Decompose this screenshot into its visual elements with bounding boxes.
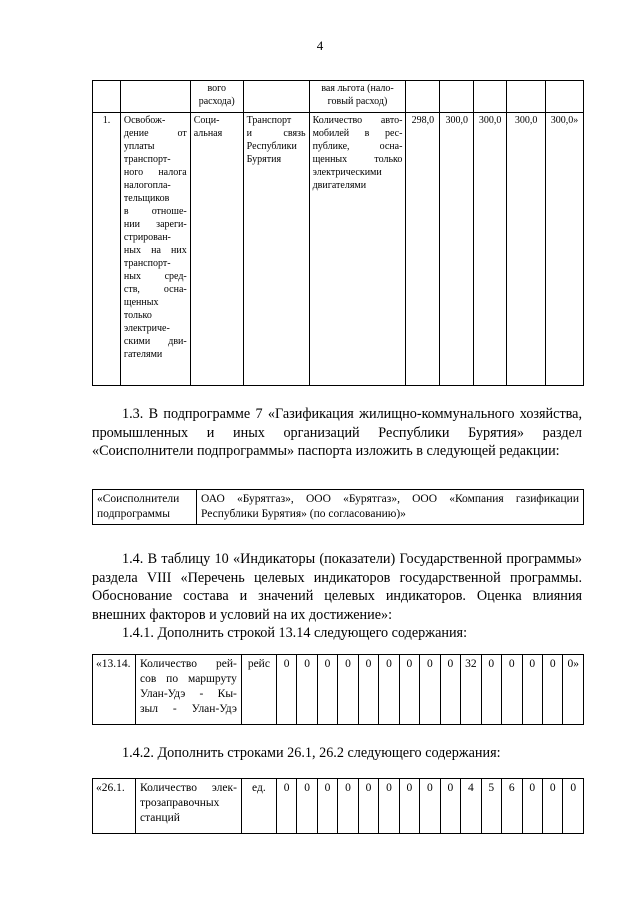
value-cell: 0 xyxy=(502,655,522,725)
text-line: Освобож- xyxy=(123,115,166,126)
indicator-name xyxy=(135,655,241,725)
co-executors-table xyxy=(92,489,584,525)
text-line: ных сред- xyxy=(123,271,187,282)
indicator-unit: ед. xyxy=(241,779,276,834)
value-cell: 0 xyxy=(542,779,562,834)
value-cell: 0 xyxy=(338,655,358,725)
text-line: тельщиков xyxy=(123,193,170,204)
header-text: вого xyxy=(207,83,226,94)
value-cell: 0 xyxy=(481,655,501,725)
text-line: Соци- xyxy=(193,115,220,126)
text-line: уплаты xyxy=(123,141,155,152)
tax-expenditure-table xyxy=(92,80,584,386)
text-line: Республики xyxy=(246,141,297,152)
header-text: вая льгота (нало- xyxy=(321,83,394,94)
value-cell: 0 xyxy=(542,655,562,725)
text-line: стрирован- xyxy=(123,232,171,243)
header-cell xyxy=(93,81,121,113)
indicator-table-13-14 xyxy=(92,654,584,725)
paragraph-1-4-2: 1.4.2. Дополнить строками 26.1, 26.2 следующего содержания: xyxy=(122,745,501,761)
text-line: налогопла- xyxy=(123,180,171,191)
value-cell: 0 xyxy=(297,655,317,725)
text-line: публике, осна- xyxy=(312,141,403,152)
header-cell xyxy=(474,81,507,113)
value-cell: 0 xyxy=(338,779,358,834)
text-line: транспорт- xyxy=(123,258,171,269)
co-executors-label xyxy=(93,490,197,525)
co-executors-value xyxy=(197,490,584,525)
text-line: дение от xyxy=(123,128,187,139)
value-cell: 0 xyxy=(358,779,378,834)
value-cell: 0 xyxy=(420,655,440,725)
value-cell: 0 xyxy=(563,779,584,834)
text-line: двигателями xyxy=(312,180,367,191)
value-cell: 0 xyxy=(420,779,440,834)
value-cell: 300,0» xyxy=(546,113,584,386)
value-cell: 0 xyxy=(440,655,460,725)
text-line: в отноше- xyxy=(123,206,187,217)
benefit-indicator xyxy=(309,113,406,386)
text-line: и связь xyxy=(246,128,306,139)
text-line: Количество элек- xyxy=(139,782,237,794)
text-line: только xyxy=(123,310,152,321)
indicator-name xyxy=(135,779,241,834)
value-line: ОАО «Бурятгаз», ООО «Бурятгаз», ООО «Компания газификации xyxy=(201,493,579,505)
header-text: расхода) xyxy=(198,96,235,107)
text-line: Количество авто- xyxy=(312,115,403,126)
text-line: ного налога xyxy=(123,167,187,178)
paragraph-1-3: 1.3. В подпрограмме 7 «Газификация жилищно-коммунального хозяйства, промышленных и иных организаций Республики Бурятия» раздел «Соисполнители подпрограммы» паспорта изложить в следующей редакции: xyxy=(92,406,582,460)
text-line: альная xyxy=(193,128,223,139)
value-cell: 5 xyxy=(481,779,501,834)
paragraph-1-4: 1.4. В таблицу 10 «Индикаторы (показатели) Государственной программы» раздела VIII «Перечень целевых индикаторов государственной программы. Обоснование состава и значений целевых индикаторов. Оценка влияния внешних факторов и условий на их достижение»: xyxy=(92,551,582,623)
value-cell: 0 xyxy=(399,655,419,725)
value-cell: 0 xyxy=(276,655,296,725)
value-cell: 300,0 xyxy=(507,113,546,386)
value-cell: 0 xyxy=(379,779,399,834)
header-cell xyxy=(546,81,584,113)
text-line: электрическими xyxy=(312,167,382,178)
text-line: электриче- xyxy=(123,323,170,334)
header-cell xyxy=(507,81,546,113)
header-cell xyxy=(243,81,309,113)
text-line: гателями xyxy=(123,349,163,360)
value-cell: 300,0 xyxy=(474,113,507,386)
indicator-unit: рейс xyxy=(241,655,276,725)
label-line: «Соисполнители xyxy=(97,493,180,505)
text-line: Транспорт xyxy=(246,115,292,126)
paragraph-1-4-1: 1.4.1. Дополнить строкой 13.14 следующего содержания: xyxy=(122,625,468,641)
header-cell xyxy=(309,81,406,113)
value-cell: 0 xyxy=(522,779,542,834)
indicator-table-26-1 xyxy=(92,778,584,834)
benefit-type xyxy=(190,113,243,386)
text-line: нии зареги- xyxy=(123,219,187,230)
text-line: Количество рей- xyxy=(139,658,237,670)
header-cell xyxy=(406,81,440,113)
value-cell: 4 xyxy=(461,779,481,834)
page-number: 4 xyxy=(316,38,324,53)
value-cell: 0 xyxy=(317,655,337,725)
text-line: сов по маршруту xyxy=(139,673,237,685)
value-cell: 0 xyxy=(317,779,337,834)
value-line: Республики Бурятия» (по согласованию)» xyxy=(201,508,406,520)
value-cell: 300,0 xyxy=(440,113,474,386)
value-cell: 0» xyxy=(563,655,584,725)
benefit-name xyxy=(120,113,190,386)
text-line: щенных xyxy=(123,297,159,308)
header-cell xyxy=(190,81,243,113)
text-line: щенных только xyxy=(312,154,403,165)
value-cell: 32 xyxy=(461,655,481,725)
text-line: Бурятия xyxy=(246,154,282,165)
value-cell: 0 xyxy=(358,655,378,725)
text-line: зыл - Улан-Удэ xyxy=(139,703,237,715)
header-text: говый расход) xyxy=(327,96,388,107)
text-line: скими дви- xyxy=(123,336,187,347)
label-line: подпрограммы xyxy=(97,508,170,520)
header-cell xyxy=(120,81,190,113)
value-cell: 0 xyxy=(276,779,296,834)
benefit-curator xyxy=(243,113,309,386)
value-cell: 0 xyxy=(379,655,399,725)
row-number: «26.1. xyxy=(93,779,136,834)
text-line: транспорт- xyxy=(123,154,171,165)
text-line: ств, осна- xyxy=(123,284,187,295)
header-cell xyxy=(440,81,474,113)
value-cell: 0 xyxy=(522,655,542,725)
value-cell: 6 xyxy=(502,779,522,834)
value-cell: 0 xyxy=(399,779,419,834)
value-cell: 0 xyxy=(440,779,460,834)
text-line: Улан-Удэ - Кы- xyxy=(139,688,237,700)
text-line: станций xyxy=(139,812,180,824)
text-line: трозаправочных xyxy=(139,797,220,809)
row-number: «13.14. xyxy=(93,655,136,725)
value-cell: 298,0 xyxy=(406,113,440,386)
value-cell: 0 xyxy=(297,779,317,834)
row-number: 1. xyxy=(93,113,121,386)
text-line: ных на них xyxy=(123,245,187,256)
text-line: мобилей в рес- xyxy=(312,128,403,139)
